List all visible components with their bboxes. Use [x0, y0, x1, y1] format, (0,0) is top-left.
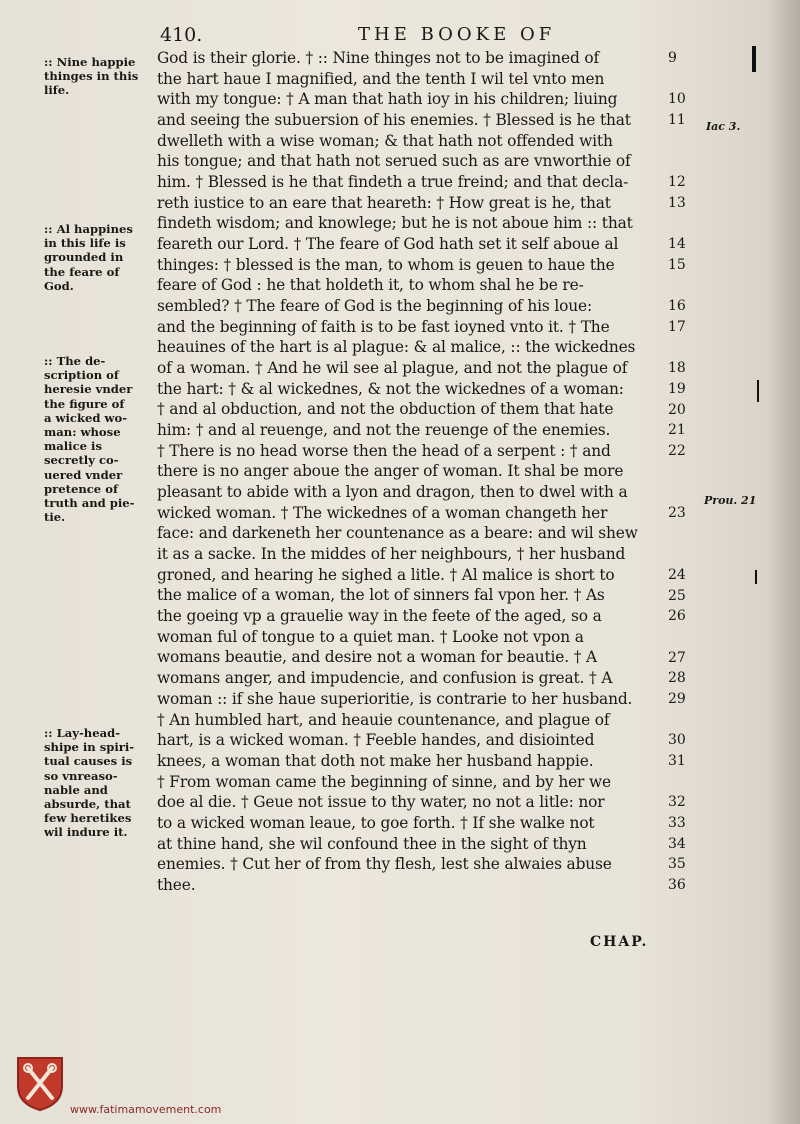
verse-number: 9 [668, 50, 677, 66]
text-line: the hart haue I magnified, and the tenth I wil tel vnto men [157, 69, 605, 88]
verse-number: 17 [668, 318, 686, 335]
text-line: doe al die. † Geue not issue to thy water, no not a litle: nor [157, 793, 605, 812]
text-line: findeth wisdom; and knowlege; but he is not aboue him :: that [157, 214, 633, 233]
text-line: hart, is a wicked woman. † Feeble handes, and disiointed [157, 731, 595, 750]
verse-number: 32 [668, 794, 686, 811]
margin-bar-mark [755, 570, 757, 584]
cross-reference: Prou. 21 [704, 494, 757, 507]
text-line: of a woman. † And he wil see al plague, and not the plague of [157, 359, 628, 378]
verse-number: 31 [668, 753, 686, 769]
verse-number: 22 [668, 442, 686, 459]
text-line: at thine hand, she wil confound thee in the sight of thyn [157, 834, 587, 853]
text-line: knees, a woman that doth not make her husband happie. [157, 751, 594, 770]
text-line: enemies. † Cut her of from thy flesh, lest she alwaies abuse [157, 855, 612, 874]
verse-number: 16 [668, 298, 686, 315]
verse-number: 19 [668, 380, 686, 397]
marginal-gloss: :: Al happines in this life is grounded in the feare of God. [44, 222, 133, 293]
verse-number: 28 [668, 670, 686, 687]
text-line: woman ful of tongue to a quiet man. † Looke not vpon a [157, 627, 584, 646]
verse-number: 27 [668, 649, 686, 666]
verse-number: 35 [668, 856, 686, 873]
text-line: with my tongue: † A man that hath ioy in his children; liuing [157, 90, 618, 109]
text-line: him: † and al reuenge, and not the reuenge of the enemies. [157, 421, 611, 440]
margin-bar-mark [757, 380, 759, 402]
text-line: and the beginning of faith is to be fast ioyned vnto it. † The [157, 317, 610, 336]
text-line: woman :: if she haue superioritie, is contrarie to her husband. [157, 689, 633, 708]
text-line: thinges: † blessed is the man, to whom is geuen to haue the [157, 255, 615, 274]
cross-reference: Iac 3. [706, 120, 741, 133]
text-line: † From woman came the beginning of sinne, and by her we [157, 772, 611, 791]
text-line: sembled? † The feare of God is the beginning of his loue: [157, 297, 593, 316]
folio-number: 410. [160, 24, 203, 46]
marginal-gloss: :: The de- scription of heresie vnder the figure of a wicked wo- man: whose malice is secretly co- uered vnder pretence of truth and pie- tie. [44, 354, 135, 525]
verse-number: 20 [668, 401, 686, 418]
verse-number: 14 [668, 236, 686, 253]
text-line: there is no anger aboue the anger of woman. It shal be more [157, 462, 624, 481]
running-title: THE BOOKE OF [358, 24, 556, 45]
text-line: pleasant to abide with a lyon and dragon, then to dwel with a [157, 483, 628, 502]
text-line: womans anger, and impudencie, and confusion is great. † A [157, 669, 613, 688]
verse-number: 15 [668, 256, 686, 273]
main-text-column [157, 48, 667, 896]
verse-number: 29 [668, 691, 686, 707]
text-line: † An humbled hart, and heauie countenance, and plague of [157, 710, 610, 729]
verse-number: 13 [668, 194, 686, 211]
verse-number: 24 [668, 566, 686, 583]
page-edge-shadow [766, 0, 800, 1124]
text-line: his tongue; and that hath not serued such as are vnworthie of [157, 152, 631, 171]
verse-number: 25 [668, 587, 686, 604]
seal-icon [14, 1054, 66, 1112]
text-line: dwelleth with a wise woman; & that hath not offended with [157, 131, 613, 150]
marginal-gloss: :: Lay-head- shipe in spiri- tual causes is so vnreaso- nable and absurde, that few heretikes wil indure it. [44, 726, 135, 840]
verse-number: 33 [668, 815, 686, 832]
text-line: the hart: † & al wickednes, & not the wickednes of a woman: [157, 379, 624, 398]
text-line: the goeing vp a grauelie way in the feete of the aged, so a [157, 607, 602, 626]
margin-bar-mark [752, 46, 756, 72]
text-line: thee. [157, 875, 196, 894]
text-line: and seeing the subuersion of his enemies. † Blessed is he that [157, 111, 631, 130]
verse-number: 30 [668, 732, 686, 749]
verse-number: 12 [668, 174, 686, 191]
text-line: him. † Blessed is he that findeth a true freind; and that decla- [157, 173, 629, 192]
text-line: feare of God : he that holdeth it, to whom shal he be re- [157, 276, 584, 295]
text-line: heauines of the hart is al plague: & al malice, :: the wickednes [157, 338, 636, 357]
text-line: God is their glorie. † :: Nine thinges not to be imagined of [157, 49, 600, 67]
watermark-link[interactable]: www.fatimamovement.com [70, 1103, 222, 1116]
verse-number: 11 [668, 112, 686, 128]
catchword: CHAP. [590, 934, 649, 950]
verse-number: 10 [668, 91, 686, 108]
text-line: it as a sacke. In the middes of her neighbours, † her husband [157, 545, 626, 564]
verse-number: 26 [668, 608, 686, 625]
text-line: to a wicked woman leaue, to goe forth. † If she walke not [157, 813, 595, 832]
verse-number: 21 [668, 422, 686, 439]
verse-number: 18 [668, 360, 686, 377]
text-line: face: and darkeneth her countenance as a beare: and wil shew [157, 524, 638, 543]
text-line: wicked woman. † The wickednes of a woman changeth her [157, 503, 608, 522]
text-line: reth iustice to an eare that heareth: † How great is he, that [157, 193, 611, 212]
text-line: groned, and hearing he sighed a litle. † Al malice is short to [157, 565, 615, 584]
text-line: † and al obduction, and not the obduction of them that hate [157, 400, 614, 419]
text-line: feareth our Lord. † The feare of God hath set it self aboue al [157, 235, 619, 254]
verse-number: 34 [668, 835, 686, 852]
verse-number: 36 [668, 877, 686, 894]
text-line: the malice of a woman, the lot of sinners fal vpon her. † As [157, 586, 605, 605]
verse-number: 23 [668, 504, 686, 521]
page-header [0, 24, 800, 50]
text-line: womans beautie, and desire not a woman for beautie. † A [157, 648, 597, 667]
marginal-gloss: :: Nine happie thinges in this life. [44, 55, 139, 98]
text-line: † There is no head worse then the head of a serpent : † and [157, 441, 611, 460]
